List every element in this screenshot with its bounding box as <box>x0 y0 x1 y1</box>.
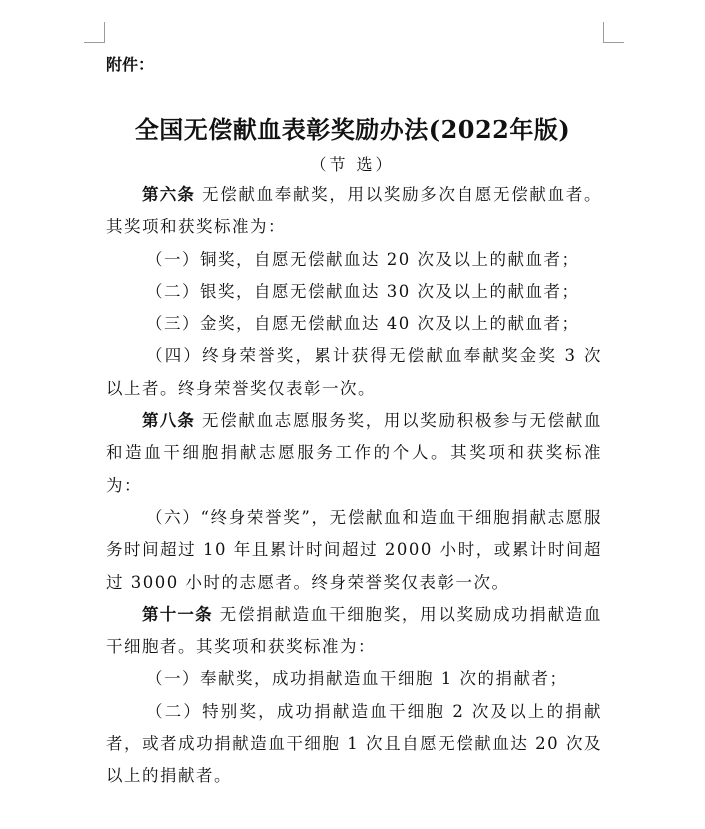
paragraph-dedication <box>106 663 602 695</box>
attachment-label: 附件： <box>106 55 155 74</box>
article-label: 第八条 <box>142 411 196 431</box>
paragraph-volunteer-lifetime <box>106 502 602 599</box>
paragraph-article-6 <box>106 179 602 244</box>
document-subtitle: （节 选） <box>310 155 395 174</box>
paragraph-text: （二）特别奖，成功捐献造血干细胞 2 次及以上的捐献者，或者成功捐献造血干细胞 1 次且自愿无偿献血达 20 次及以上的捐献者。 <box>106 701 602 786</box>
paragraph-text: （一）奉献奖，成功捐献造血干细胞 1 次的捐献者； <box>146 669 568 689</box>
page-corner-mark-left <box>84 22 105 43</box>
paragraph-text: （四）终身荣誉奖，累计获得无偿献血奉献奖金奖 3 次以上者。终身荣誉奖仅表彰一次。 <box>106 346 602 398</box>
paragraph-text: （六）“终身荣誉奖”，无偿献血和造血干细胞捐献志愿服务时间超过 10 年且累计时间超过 2000 小时，或累计时间超过 3000 小时的志愿者。终身荣誉奖仅表彰一次。 <box>106 507 602 592</box>
paragraph-text: 无偿捐献造血干细胞奖，用以奖励成功捐献造血干细胞者。其奖项和获奖标准为： <box>106 604 602 657</box>
paragraph-text: 无偿献血志愿服务奖，用以奖励积极参与无偿献血和造血干细胞捐献志愿服务工作的个人。其奖项和获奖标准为： <box>106 411 603 495</box>
article-label: 第十一条 <box>142 604 213 624</box>
paragraph-article-8 <box>106 405 602 502</box>
page-corner-mark-right <box>603 22 624 43</box>
document-title: 全国无偿献血表彰奖励办法(2022年版) <box>134 115 571 144</box>
paragraph-text: （三）金奖，自愿无偿献血达 40 次及以上的献血者； <box>146 314 580 334</box>
paragraph-special <box>106 696 602 793</box>
article-label: 第六条 <box>142 185 196 204</box>
paragraph-text: 无偿献血奉献奖，用以奖励多次自愿无偿献血者。其奖项和获奖标准为： <box>106 185 603 237</box>
paragraph-gold <box>106 308 602 340</box>
paragraph-silver <box>106 276 602 308</box>
paragraph-article-11 <box>106 599 602 664</box>
paragraph-text: （一）铜奖，自愿无偿献血达 20 次及以上的献血者； <box>146 249 580 269</box>
paragraph-bronze <box>106 244 602 276</box>
paragraph-text: （二）银奖，自愿无偿献血达 30 次及以上的献血者； <box>146 281 580 301</box>
paragraph-lifetime <box>106 340 602 405</box>
document-body <box>106 179 602 793</box>
